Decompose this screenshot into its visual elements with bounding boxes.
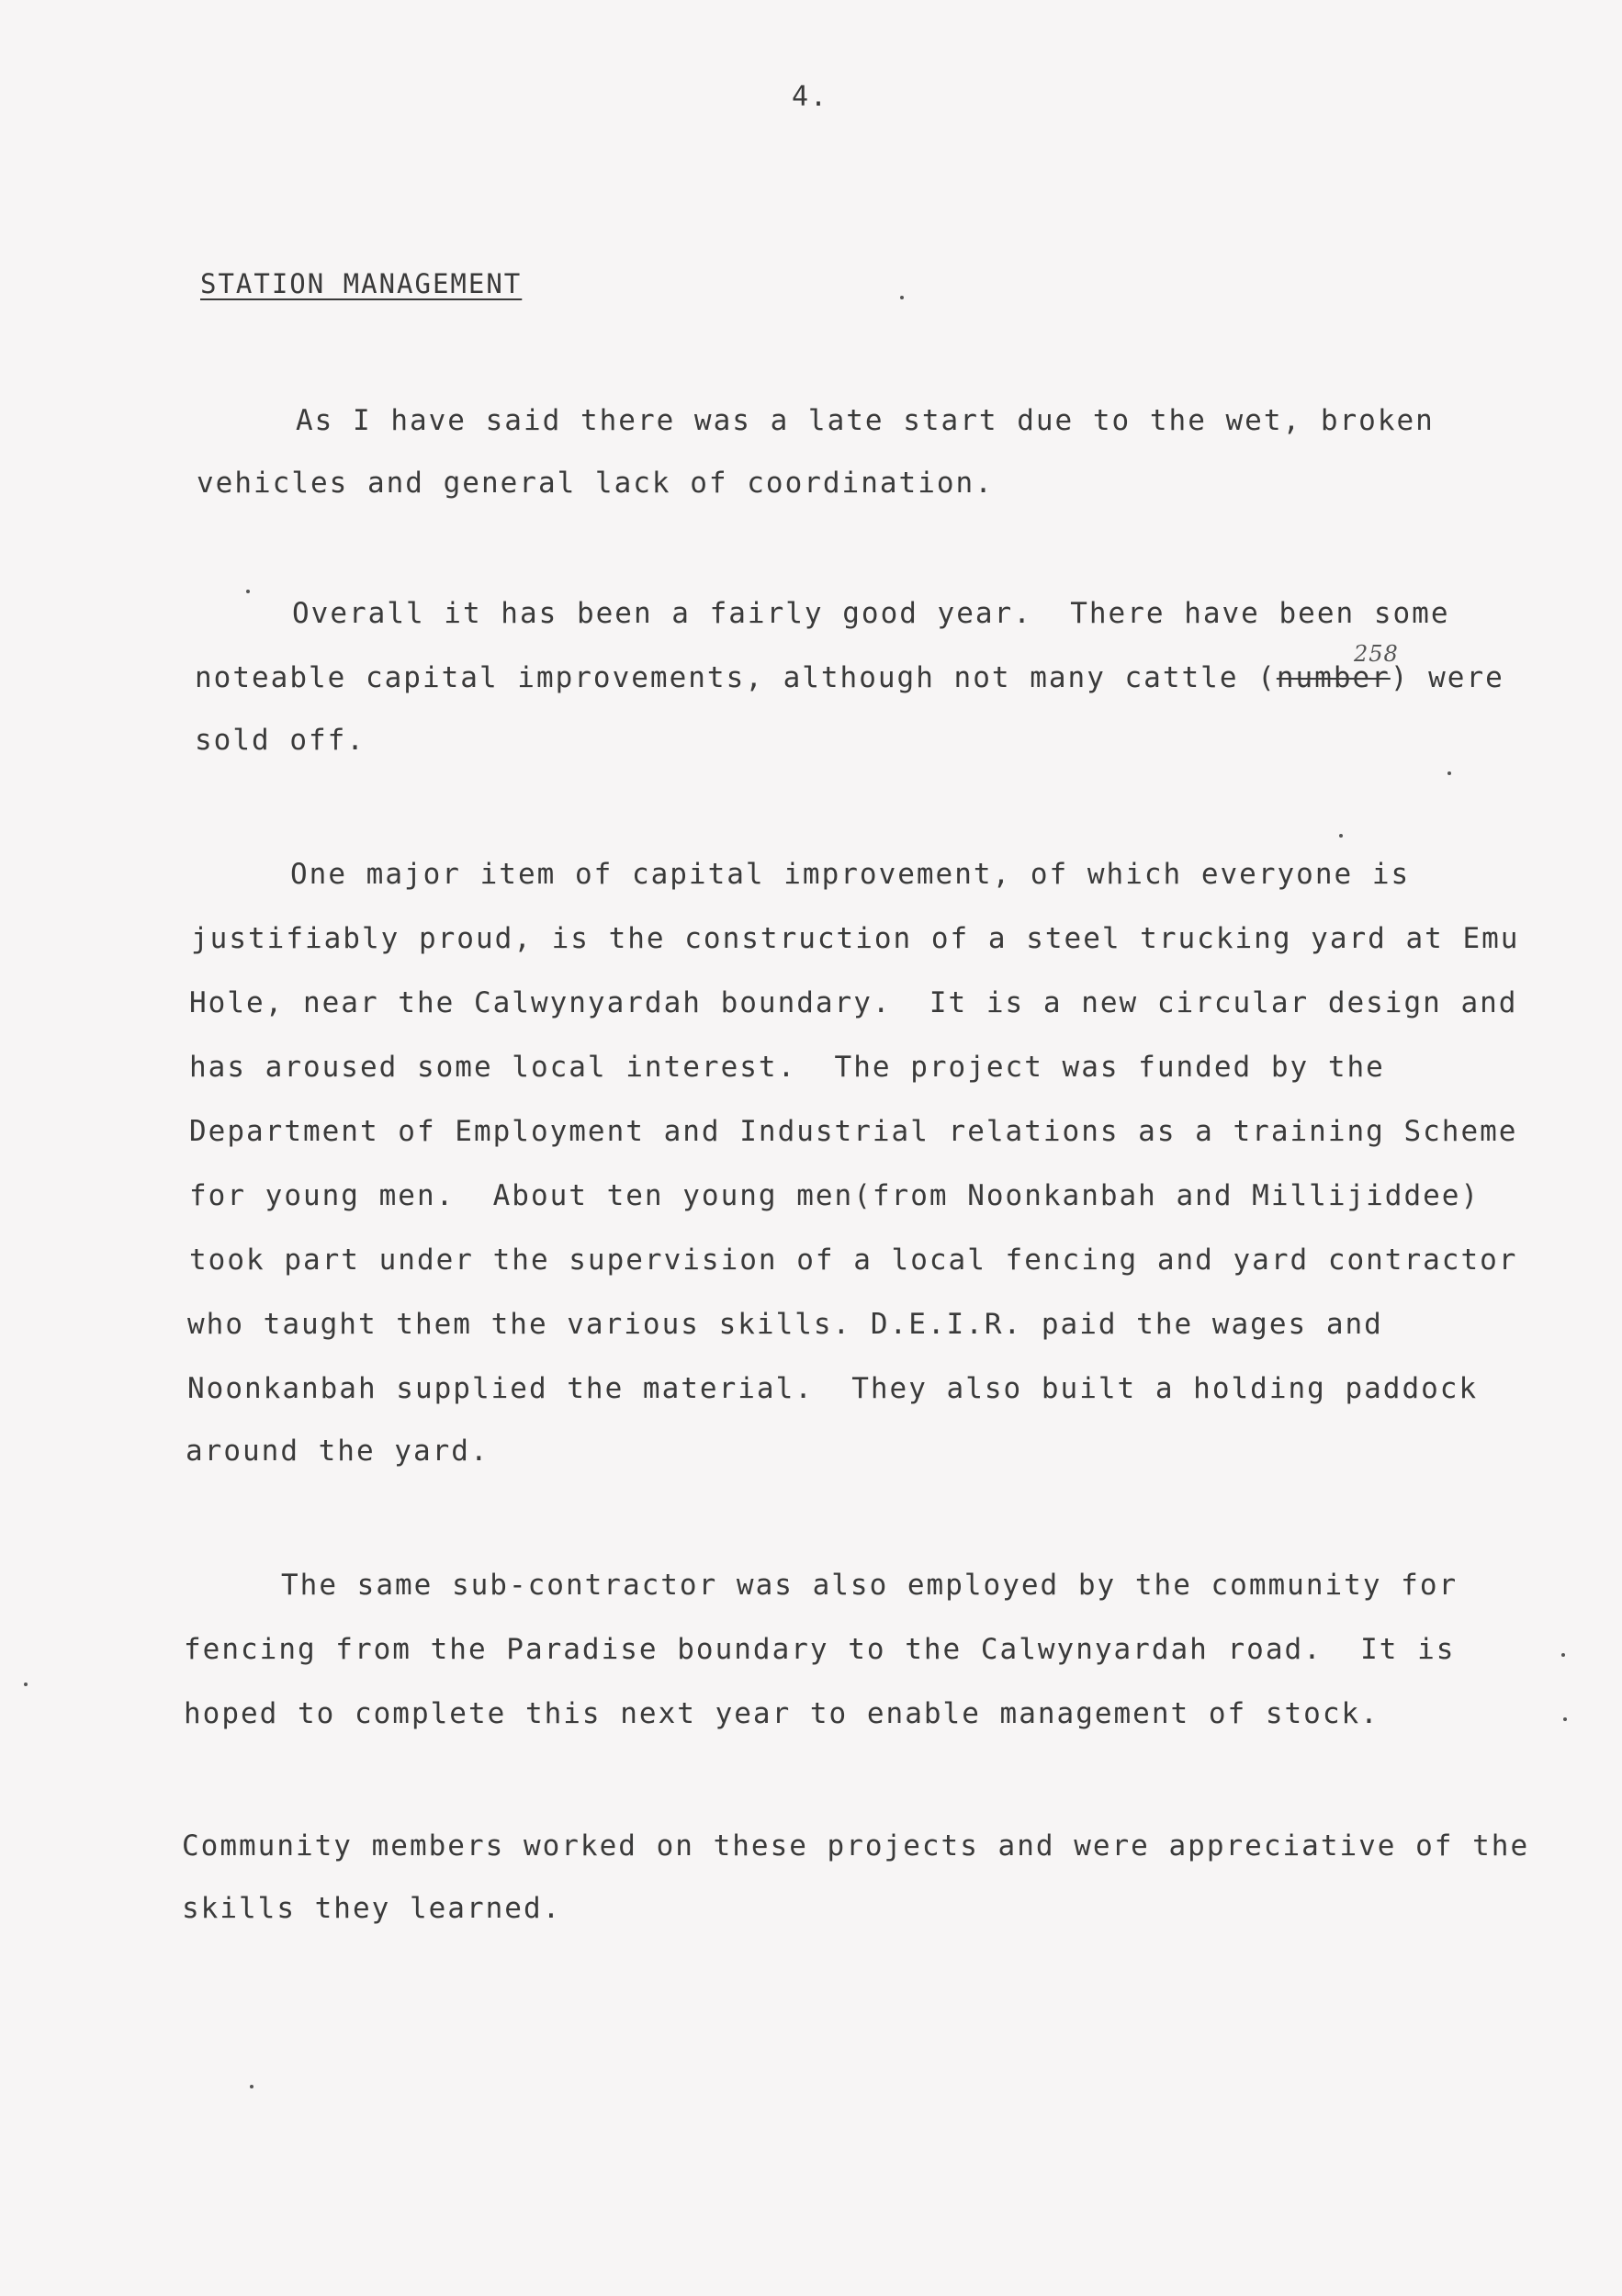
- paragraph-3-line-10: around the yard.: [186, 1435, 490, 1468]
- paragraph-3-line-3: Hole, near the Calwynyardah boundary. It is a new circular design and: [189, 986, 1518, 1019]
- paragraph-2-line-2: [195, 661, 1504, 694]
- scan-speck: [250, 2085, 253, 2088]
- paragraph-5-line-2: skills they learned.: [182, 1892, 562, 1925]
- paragraph-4-line-2: fencing from the Paradise boundary to the Calwynyardah road. It is: [184, 1633, 1456, 1666]
- paragraph-3-line-8: who taught them the various skills. D.E.I.R. paid the wages and: [187, 1308, 1383, 1341]
- paragraph-3-line-2: justifiably proud, is the construction of a steel trucking yard at Emu: [191, 922, 1520, 955]
- paragraph-5-line-1: Community members worked on these projects and were appreciative of the: [182, 1829, 1530, 1863]
- paragraph-3-line-1: One major item of capital improvement, of which everyone is: [290, 858, 1411, 891]
- handwritten-annotation: 258: [1354, 641, 1399, 667]
- paragraph-3-line-6: for young men. About ten young men(from Noonkanbah and Millijiddee): [189, 1179, 1481, 1212]
- page-number: 4.: [792, 81, 829, 113]
- scan-speck: [1561, 1653, 1565, 1657]
- paragraph-3-line-5: Department of Employment and Industrial relations as a training Scheme: [189, 1115, 1518, 1148]
- scan-speck: [1339, 834, 1343, 838]
- paragraph-4-line-1: The same sub-contractor was also employed by the community for: [281, 1569, 1459, 1602]
- scan-speck: [24, 1683, 28, 1686]
- paragraph-1-line-2: vehicles and general lack of coordination.: [197, 467, 994, 500]
- paragraph-4-line-3: hoped to complete this next year to enable management of stock.: [184, 1697, 1380, 1730]
- struck-word: number: [1276, 661, 1391, 694]
- paragraph-2-line-3: sold off.: [195, 724, 366, 757]
- scan-speck: [1447, 771, 1451, 775]
- paragraph-2-line-1: Overall it has been a fairly good year. There have been some: [292, 597, 1450, 630]
- scan-speck: [246, 590, 250, 593]
- section-heading: STATION MANAGEMENT: [200, 268, 523, 299]
- paragraph-3-line-7: took part under the supervision of a local fencing and yard contractor: [189, 1244, 1518, 1277]
- paragraph-3-line-4: has aroused some local interest. The project was funded by the: [189, 1051, 1385, 1084]
- paragraph-2-line-2-end: ) were: [1390, 661, 1504, 694]
- scan-speck: [900, 296, 904, 299]
- paragraph-3-line-9: Noonkanbah supplied the material. They also built a holding paddock: [187, 1372, 1479, 1405]
- paragraph-2-line-2-start: noteable capital improvements, although not many cattle (: [195, 661, 1277, 694]
- paragraph-1-line-1: As I have said there was a late start due to the wet, broken: [296, 404, 1435, 437]
- scan-speck: [1563, 1717, 1567, 1721]
